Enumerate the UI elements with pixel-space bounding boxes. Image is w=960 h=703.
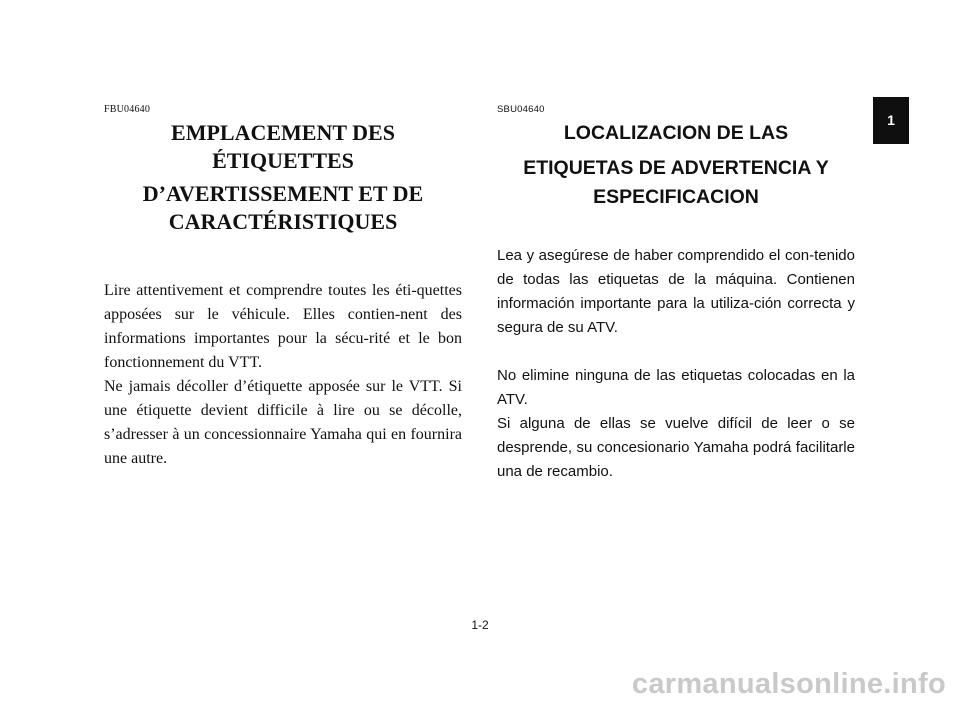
- spanish-paragraph-2a: No elimine ninguna de las etiquetas colocadas en la ATV.: [497, 367, 855, 408]
- spanish-title-line: LOCALIZACION DE LAS: [563, 122, 789, 144]
- french-title-line: CARACTÉRISTIQUES: [168, 209, 398, 234]
- french-title-line: EMPLACEMENT DES: [171, 120, 395, 145]
- watermark: carmanualsonline.info: [631, 668, 946, 700]
- french-title-line: ÉTIQUETTES: [212, 148, 354, 173]
- french-paragraph-2: Ne jamais décoller d’étiquette apposée sur le VTT. Si une étiquette devient difficile à lire ou se décolle, s’adresser à un concessionnaire Yamaha qui en fournira une autre.: [104, 378, 462, 467]
- french-title-top: [104, 119, 462, 175]
- french-paragraph-1: Lire attentivement et comprendre toutes les éti-quettes apposées sur le véhicule. Elles contien-nent des informations importantes pour la sécu-rité et le bon fonctionnement du VTT.: [104, 282, 462, 371]
- french-body: [104, 279, 462, 471]
- chapter-tab: 1: [873, 97, 909, 144]
- spanish-paragraph-2b: Si alguna de ellas se vuelve difícil de leer o se desprende, su concesionario Yamaha podrá facilitarle una de recambio.: [497, 415, 855, 480]
- spanish-title-line: ESPECIFICACION: [593, 186, 759, 208]
- spanish-title-bottom: [497, 154, 855, 212]
- french-title-line: D’AVERTISSEMENT ET DE: [142, 181, 424, 206]
- french-title-bottom: [104, 180, 462, 236]
- spanish-paragraph-1: Lea y asegúrese de haber comprendido el con-tenido de todas las etiquetas de la máquina. Contienen información importante para la utiliza-ción correcta y segura de su ATV.: [497, 247, 855, 336]
- french-section-code: FBU04640: [104, 104, 151, 115]
- spanish-title-line: ETIQUETAS DE ADVERTENCIA Y: [523, 157, 829, 179]
- spanish-body-2: [497, 364, 855, 484]
- page-number: 1-2: [471, 618, 489, 632]
- spanish-section-code: SBU04640: [497, 104, 545, 115]
